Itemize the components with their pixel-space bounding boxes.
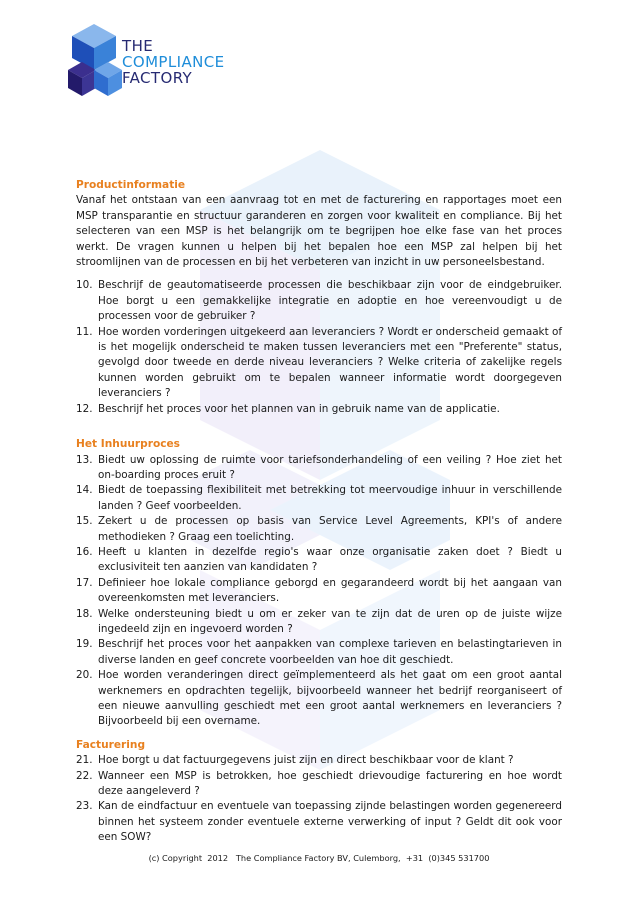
question-text: Wanneer een MSP is betrokken, hoe geschiedt drievoudige facturering en hoe wordt deze aangeleverd ? (98, 769, 562, 798)
question-item (76, 668, 562, 730)
question-item (76, 514, 562, 545)
question-text: Definieer hoe lokale compliance geborgd en gegarandeerd wordt bij het aangaan van overeenkomsten met leveranciers. (98, 576, 562, 605)
question-item (76, 453, 562, 484)
question-number: 18. (76, 607, 93, 620)
question-text: Biedt de toepassing flexibiliteit met betrekking tot meervoudige inhuur in verschillende landen ? Geef voorbeelden. (98, 484, 562, 512)
question-text: Beschrijf de geautomatiseerde processen die beschikbaar zijn voor de eindgebruiker. Hoe borgt u een gemakkelijke integratie en adoptie en hoe vereenvoudigt u de processen voor de gebruiker ? (98, 279, 562, 323)
question-number: 17. (76, 576, 93, 589)
question-number: 23. (76, 800, 93, 813)
question-item (76, 799, 562, 845)
question-text: Heeft u klanten in dezelfde regio's waar onze organisatie zaken doet ? Biedt u exclusiviteit ten aanzien van kandidaten ? (98, 545, 562, 574)
question-number: 19. (76, 638, 93, 651)
question-number: 16. (76, 545, 93, 558)
question-text: Hoe worden veranderingen direct geïmplementeerd als het gaat om een groot aantal werknemers en opdrachten tegelijk, bijvoorbeeld wanneer het bedrijf reorganiseert of een nieuwe aanvulling geschiedt met een groot aantal werknemers en leveranciers ? Bijvoorbeeld bij een overname. (98, 669, 562, 728)
question-number: 21. (76, 754, 93, 767)
document-body (76, 178, 562, 846)
question-item (76, 402, 562, 417)
question-item (76, 325, 562, 402)
question-number: 22. (76, 769, 93, 782)
logo-wordmark (122, 38, 224, 86)
question-item (76, 278, 562, 324)
question-item (76, 637, 562, 668)
question-number: 12. (76, 402, 93, 415)
logo-line-compliance: COMPLIANCE (122, 53, 225, 71)
question-number: 14. (76, 484, 93, 497)
question-number: 15. (76, 515, 93, 528)
question-number: 10. (76, 279, 93, 292)
question-text: Kan de eindfactuur en eventuele van toepassing zijnde belastingen worden gegenereerd binnen het systeem zonder eventuele externe verwerking of input ? Geldt dit ook voor een SOW? (98, 800, 562, 844)
question-number: 11. (76, 325, 93, 338)
logo-line-the: THE (122, 37, 154, 55)
question-item (76, 483, 562, 514)
cube-logo-icon (64, 22, 124, 102)
question-number: 20. (76, 669, 93, 682)
question-text: Biedt uw oplossing de ruimte voor tariefsonderhandeling of een veiling ? Hoe ziet het on-boarding proces eruit ? (98, 453, 562, 481)
question-text: Beschrijf het proces voor het aanpakken van complexe tarieven en belastingtarieven in diverse landen en geef concrete voorbeelden van hoe dit geschiedt. (98, 638, 562, 666)
intro-paragraph: Vanaf het ontstaan van een aanvraag tot en met de facturering en rapportages moet een MSP transparantie en structuur garanderen en zorgen voor kwaliteit en compliance. Bij het selecteren van een MSP is het belangrijk om te begrijpen hoe elke fase van het proces werkt. De vragen kunnen u helpen bij het bepalen hoe een MSP zal helpen bij het stroomlijnen van de processen en bij het verbeteren van inzicht in uw personeelsbestand. (76, 194, 562, 269)
section-heading-facturering: Facturering (76, 738, 146, 751)
question-item (76, 753, 562, 768)
page-footer: (c) Copyright 2012 The Compliance Factory BV, Culemborg, +31 (0)345 531700 (148, 853, 490, 863)
question-text: Beschrijf het proces voor het plannen van in gebruik name van de applicatie. (98, 402, 500, 415)
question-text: Zekert u de processen op basis van Service Level Agreements, KPI's of andere methodieken ? Graag een toelichting. (98, 515, 562, 543)
logo-line-factory: FACTORY (122, 69, 193, 87)
question-item (76, 607, 562, 638)
question-number: 13. (76, 453, 93, 466)
question-text: Hoe borgt u dat factuurgegevens juist zijn en direct beschikbaar voor de klant ? (98, 754, 514, 767)
question-item (76, 769, 562, 800)
question-text: Hoe worden vorderingen uitgekeerd aan leveranciers ? Wordt er onderscheid gemaakt of is het mogelijk onderscheid te maken tussen leveranciers met een "Preferente" status, gevolgd door tweede en derde niveau leveranciers ? Welke criteria of zakelijke regels kunnen worden gebruikt om te bepalen wanneer informatie wordt doorgegeven leveranciers ? (98, 325, 562, 400)
question-item (76, 576, 562, 607)
question-item (76, 545, 562, 576)
section-heading-inhuurproces: Het Inhuurproces (76, 438, 180, 451)
section-heading-productinformatie: Productinformatie (76, 179, 186, 191)
question-text: Welke ondersteuning biedt u om er zeker van te zijn dat de uren op de juiste wijze ingedeeld zijn en ingevoerd worden ? (98, 607, 562, 635)
